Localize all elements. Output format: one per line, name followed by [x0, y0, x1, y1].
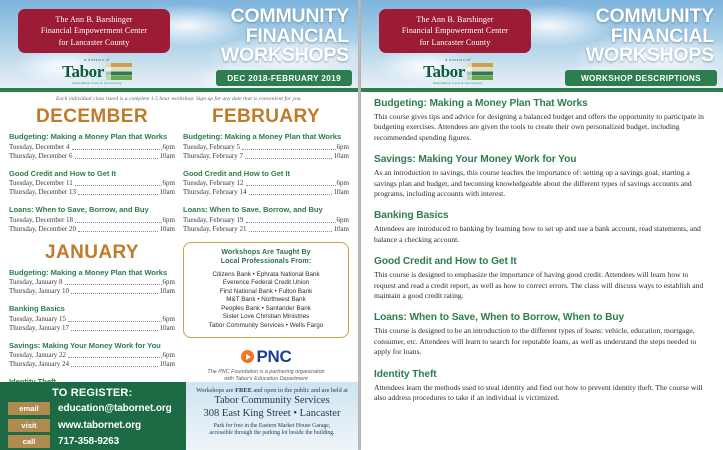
taught-by-heading-line2: Local Professionals From: [220, 257, 312, 265]
taught-by-box [183, 242, 349, 338]
session-date: Thursday, December 13 [9, 188, 76, 196]
session-row [183, 152, 349, 161]
tabor-stripes-icon [106, 63, 132, 80]
taught-by-heading-line1: Workshops Are Taught By [221, 248, 311, 256]
session-row [9, 360, 175, 369]
tabor-logo [404, 58, 512, 85]
month-block-february [183, 106, 349, 234]
free-note-post: and open to the public and are held at [251, 387, 348, 394]
month-heading: FEBRUARY [211, 106, 321, 127]
leader-dots [75, 180, 162, 186]
description-body: Attendees are introduced to banking by learning how to set up and use a bank account, read statements, and balance a checking account. [374, 224, 701, 244]
session-date: Tuesday, February 19 [183, 215, 244, 224]
session-time: 10am [159, 188, 175, 196]
session-time: 6pm [162, 278, 175, 286]
location-block [186, 382, 358, 450]
tabor-logo [43, 58, 151, 85]
schedule-columns [0, 105, 358, 414]
org-line-2: Financial Empowerment Center [401, 26, 509, 36]
session-time: 10am [159, 323, 175, 332]
description-body: This course is designed to be an introduction to the different types of loans: vehicle, education, mortgage, consumer, etc. Attendees will learn to search for reputable loans, as well as understand the steps needed to apply for loans. [374, 326, 697, 357]
session-time: 6pm [162, 179, 175, 187]
workshop-title: Loans: When to Save, Borrow, and Buy [183, 205, 323, 214]
session-time: 6pm [336, 215, 349, 224]
workshop-entry [9, 169, 175, 198]
description-entry [374, 369, 711, 404]
free-note-pre: Workshops are [196, 387, 236, 394]
month-block-january [9, 242, 175, 406]
session-date: Tuesday, January 15 [9, 314, 67, 323]
description-title: Budgeting: Making a Money Plan That Works [374, 98, 588, 109]
register-label: visit [8, 419, 50, 432]
session-row [9, 216, 175, 225]
workshop-title: Good Credit and How to Get It [9, 168, 116, 178]
session-time: 6pm [162, 142, 175, 151]
footer [0, 382, 358, 450]
session-row [9, 315, 175, 324]
page-header-left [0, 0, 358, 92]
schedule-page [0, 0, 358, 450]
session-date: Thursday, February 14 [183, 188, 247, 196]
session-date: Tuesday, December 18 [9, 215, 74, 224]
page-header-right [361, 0, 723, 92]
session-time: 6pm [336, 179, 349, 187]
leader-dots [242, 144, 336, 150]
register-row-call [0, 435, 186, 448]
workshop-title: Banking Basics [9, 304, 65, 313]
pnc-wordmark: PNC [256, 346, 292, 366]
session-date: Tuesday, December 11 [9, 179, 73, 187]
list-item: Citizens Bank • Ephrata National Bank [212, 270, 320, 278]
session-time: 10am [333, 151, 349, 160]
tabor-wordmark: Tabor [423, 62, 465, 81]
schedule-column-left [9, 105, 175, 414]
session-row [9, 278, 175, 287]
org-line-1: The Ann B. Barshinger [416, 14, 494, 24]
workshop-entry [183, 169, 349, 198]
description-title: Loans: When to Save, When to Borrow, When to Buy [374, 312, 625, 324]
month-block-december [9, 106, 175, 234]
register-row-email [0, 402, 186, 415]
session-date: Tuesday, February 12 [183, 179, 244, 187]
session-date: Thursday, December 6 [9, 151, 73, 160]
description-title: Banking Basics [374, 210, 449, 222]
description-body: As an introduction to savings, this course teaches the importance of: setting up a savings goal, starting a savings plan and budget, and becoming knowledgeable about the different types of savings accounts and programs, including accounts with interest. [374, 168, 692, 199]
list-item: Peoples Bank • Santander Bank [221, 304, 311, 312]
leader-dots [78, 189, 158, 195]
pnc-sponsor-block [183, 347, 349, 383]
description-entry [374, 312, 711, 357]
description-title: Good Credit and How to Get It [374, 256, 517, 268]
org-name-box [18, 9, 170, 53]
workshop-entry [9, 205, 175, 234]
leader-dots [246, 180, 336, 186]
pnc-arrow-icon [241, 350, 254, 363]
session-date: Tuesday, February 5 [183, 142, 241, 151]
session-time: 10am [159, 224, 175, 233]
register-label: email [8, 402, 50, 415]
leader-dots [68, 316, 162, 322]
list-item: M&T Bank • Northwest Bank [226, 296, 306, 304]
list-item: Everence Federal Credit Union [222, 279, 310, 287]
tabor-logo-tagline: Rebuilding Lives & Community [72, 81, 122, 85]
session-row [9, 179, 175, 188]
workshop-title: Budgeting: Making a Money Plan that Works [9, 132, 168, 141]
month-heading: JANUARY [45, 241, 139, 263]
register-website-value[interactable]: www.tabornet.org [58, 419, 142, 431]
leader-dots [249, 189, 333, 195]
leader-dots [71, 361, 158, 367]
org-line-3: for Lancaster County [419, 37, 491, 47]
description-entry [374, 210, 711, 245]
session-date: Thursday, February 21 [183, 224, 247, 233]
descriptions-page [361, 0, 723, 450]
org-line-1: The Ann B. Barshinger [55, 14, 133, 24]
session-row [9, 287, 175, 296]
workshop-entry [9, 132, 175, 161]
pnc-note-line2: with Tabor's Education Department [224, 375, 308, 382]
partner-list [188, 271, 344, 331]
description-body: This course is designed to emphasize the importance of having good credit. Attendees will learn how to request and read a credit report, as well as how to correct errors. The class will discuss ways to establish and maintain a good credit rating. [374, 270, 704, 301]
session-date: Tuesday, January 22 [9, 351, 67, 359]
session-row [183, 225, 349, 234]
register-row-visit [0, 419, 186, 432]
workshop-entry [9, 341, 175, 370]
a-division-of-label: a division of [445, 58, 471, 62]
parking-note-line1: Park for free in the Eastern Market House Garage, [213, 423, 331, 429]
date-range-badge: DEC 2018-FEBRUARY 2019 [216, 70, 352, 86]
session-time: 6pm [336, 142, 349, 151]
session-time: 6pm [162, 215, 175, 224]
schedule-tagline: Each individual class listed is a complete 1.5 hour workshop. Sign up for any date that is convenient for you. [55, 96, 303, 102]
leader-dots [71, 288, 158, 294]
description-title: Identity Theft [374, 368, 437, 380]
list-item: Tabor Community Services • Wells Fargo [208, 322, 324, 330]
workshop-entry [9, 304, 175, 333]
session-date: Thursday, December 20 [9, 224, 76, 233]
descriptions-list [361, 92, 723, 404]
leader-dots [65, 279, 162, 285]
month-heading: DECEMBER [36, 106, 148, 127]
schedule-column-right [183, 105, 349, 414]
session-date: Thursday, January 17 [9, 323, 70, 332]
leader-dots [68, 352, 162, 358]
session-row [9, 188, 175, 197]
description-body: Attendees learn the methods used to steal identity and find out how to prevent identity theft. The course will also address procedures to take if an individual is victimized. [374, 382, 703, 403]
session-row [183, 143, 349, 152]
session-time: 6pm [162, 314, 175, 323]
session-row [9, 152, 175, 161]
session-time: 10am [159, 151, 175, 160]
description-body: This course gives tips and advice for designing a balanced budget and offers the opportunity to participate in budgeting exercises. Attendees are given the tools to create their own personalized budget, including recommended spending figures. [374, 112, 704, 142]
session-date: Tuesday, December 4 [9, 142, 70, 151]
venue-name: Tabor Community Services [214, 395, 330, 406]
session-date: Thursday, February 7 [183, 151, 244, 160]
workshop-entry [9, 268, 175, 297]
leader-dots [246, 217, 336, 223]
workshop-entry [183, 132, 349, 161]
register-email-value[interactable]: education@tabornet.org [58, 403, 172, 414]
session-row [9, 143, 175, 152]
session-row [9, 324, 175, 333]
workshop-title: Budgeting: Making a Money Plan that Works [183, 132, 342, 141]
session-row [9, 225, 175, 234]
description-entry [374, 256, 711, 301]
org-line-3: for Lancaster County [58, 37, 130, 47]
tabor-stripes-icon [467, 63, 493, 80]
session-row [183, 188, 349, 197]
org-name-box [379, 9, 531, 53]
leader-dots [78, 226, 158, 232]
flyer-title: COMMUNITY FINANCIAL WORKSHOPS [585, 5, 714, 66]
register-heading: TO REGISTER: [52, 387, 133, 399]
register-label: call [8, 435, 50, 448]
flyer-title: COMMUNITY FINANCIAL WORKSHOPS [220, 5, 349, 66]
venue-address: 308 East King Street • Lancaster [203, 407, 341, 419]
session-row [9, 351, 175, 360]
session-time: 10am [159, 360, 175, 368]
session-time: 6pm [162, 351, 175, 359]
workshop-title: Good Credit and How to Get It [183, 168, 290, 178]
pnc-note-line1: The PNC Foundation is a partnering organization [207, 368, 325, 375]
workshop-entry [183, 205, 349, 234]
description-title: Savings: Making Your Money Work for You [374, 154, 577, 166]
leader-dots [75, 153, 159, 159]
workshop-descriptions-badge: WORKSHOP DESCRIPTIONS [565, 70, 717, 86]
list-item: First National Bank • Fulton Bank [219, 287, 313, 295]
register-block [0, 382, 186, 450]
free-note-bold: FREE [235, 387, 252, 394]
leader-dots [245, 153, 332, 159]
leader-dots [249, 226, 333, 232]
session-time: 10am [159, 287, 175, 295]
session-row [183, 216, 349, 225]
list-item: Sister Love Christian Ministries [222, 313, 310, 321]
session-time: 10am [333, 224, 349, 233]
session-date: Thursday, January 10 [9, 287, 70, 295]
tabor-wordmark: Tabor [62, 62, 104, 81]
workshop-title: Loans: When to Save, Borrow, and Buy [9, 205, 149, 214]
session-row [183, 179, 349, 188]
parking-note-line2: accessible through the parking lot beside the building. [209, 430, 335, 437]
description-entry [374, 154, 711, 199]
session-date: Thursday, January 24 [9, 360, 70, 368]
tabor-logo-tagline: Rebuilding Lives & Community [433, 81, 483, 85]
description-entry [374, 98, 711, 143]
session-date: Tuesday, January 8 [9, 278, 63, 286]
a-division-of-label: a division of [84, 58, 110, 62]
leader-dots [75, 217, 162, 223]
org-line-2: Financial Empowerment Center [40, 26, 148, 36]
leader-dots [72, 144, 162, 150]
workshop-title: Budgeting: Making a Money Plan that Works [9, 267, 168, 277]
register-phone-value[interactable]: 717-358-9263 [58, 436, 120, 447]
session-time: 10am [333, 188, 349, 196]
workshop-title: Savings: Making Your Money Work for You [9, 340, 161, 350]
leader-dots [71, 325, 158, 331]
